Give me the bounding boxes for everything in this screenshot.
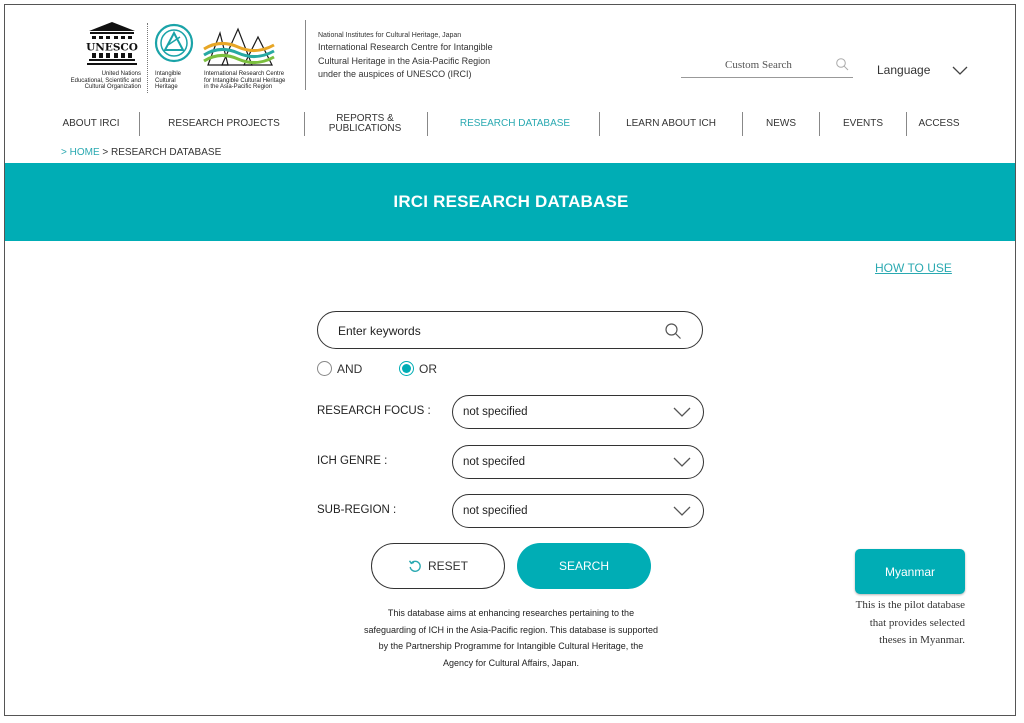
ich-logo-icon[interactable] xyxy=(154,23,194,63)
radio-circle-selected[interactable] xyxy=(399,361,414,376)
nav-research-database[interactable]: RESEARCH DATABASE xyxy=(459,118,571,129)
page-title: IRCI RESEARCH DATABASE xyxy=(393,192,629,211)
nav-separator xyxy=(906,112,907,136)
nav-separator xyxy=(819,112,820,136)
sub-region-value: not specified xyxy=(463,505,528,517)
nav-reports-publications[interactable]: REPORTS & PUBLICATIONS xyxy=(328,113,402,134)
nav-learn-about-ich[interactable]: LEARN ABOUT ICH xyxy=(626,118,716,129)
unesco-org-text: United Nations Educational, Scientific and Cultural Organization xyxy=(70,71,141,90)
sub-region-select[interactable] xyxy=(452,494,704,528)
nav-about-irci[interactable]: ABOUT IRCI xyxy=(62,118,120,129)
search-label: SEARCH xyxy=(558,559,609,573)
page-frame xyxy=(4,4,1016,716)
irci-logo-text: International Research Centre for Intangible Cultural Heritage in the Asia-Pacific Region xyxy=(204,71,286,90)
myanmar-label: Myanmar xyxy=(884,564,935,579)
ich-genre-value: not specifed xyxy=(463,456,526,468)
research-focus-label: RESEARCH FOCUS : xyxy=(317,405,431,417)
or-label: OR xyxy=(419,361,437,376)
nav-separator xyxy=(427,112,428,136)
nav-news[interactable]: NEWS xyxy=(766,118,796,129)
nav-separator xyxy=(139,112,140,136)
custom-search-input[interactable] xyxy=(681,55,853,78)
or-radio[interactable] xyxy=(399,361,437,376)
nav-separator xyxy=(304,112,305,136)
and-radio[interactable] xyxy=(317,361,362,376)
search-button[interactable] xyxy=(517,543,651,589)
breadcrumb-current: > RESEARCH DATABASE xyxy=(102,147,222,158)
breadcrumb-home[interactable]: > HOME xyxy=(61,147,100,158)
chevron-down-icon xyxy=(673,506,691,516)
nav-research-projects[interactable]: RESEARCH PROJECTS xyxy=(168,118,280,129)
research-focus-value: not specified xyxy=(463,406,528,418)
nav-events[interactable]: EVENTS xyxy=(842,118,883,129)
header-divider xyxy=(305,20,306,90)
keyword-search-input[interactable] xyxy=(317,311,703,349)
nav-separator xyxy=(742,112,743,136)
myanmar-button[interactable] xyxy=(855,549,965,594)
pilot-description: This is the pilot database that provides selected theses in Myanmar. xyxy=(855,599,965,646)
chevron-down-icon[interactable] xyxy=(952,66,968,76)
and-label: AND xyxy=(337,361,363,376)
radio-circle[interactable] xyxy=(317,361,332,376)
breadcrumb xyxy=(61,147,221,158)
reset-label: RESET xyxy=(427,559,468,573)
ich-genre-label: ICH GENRE : xyxy=(317,455,388,467)
chevron-down-icon xyxy=(673,407,691,417)
sub-region-label: SUB-REGION : xyxy=(317,504,397,516)
unesco-logo-icon[interactable] xyxy=(85,21,139,67)
database-description: This database aims at enhancing researches pertaining to the safeguarding of ICH in the Asia-Pacific region. This database is supported by the Partnership Programme for Intangible Cultural Heritage, the Agency for Cultural Affairs, Japan. xyxy=(363,608,658,668)
chevron-down-icon xyxy=(673,457,691,467)
unesco-word: UNESCO xyxy=(86,41,138,54)
search-icon[interactable] xyxy=(664,322,682,340)
nav-access[interactable]: ACCESS xyxy=(918,118,960,129)
reset-button[interactable] xyxy=(371,543,505,589)
language-selector[interactable]: Language xyxy=(877,63,931,77)
search-icon[interactable] xyxy=(835,57,849,71)
how-to-use-link[interactable]: HOW TO USE xyxy=(875,261,952,275)
keyword-placeholder: Enter keywords xyxy=(338,324,421,338)
research-focus-select[interactable] xyxy=(452,395,704,429)
logo-divider xyxy=(147,23,148,93)
nav-separator xyxy=(599,112,600,136)
reset-icon xyxy=(408,559,422,573)
main-nav xyxy=(51,109,981,143)
ich-genre-select[interactable] xyxy=(452,445,704,479)
institute-text: National Institutes for Cultural Heritage, Japan International Research Centre for Intangible Cultural Heritage in the Asia-Pacific Region under the auspices of UNESCO (IRCI) xyxy=(318,32,493,79)
page-banner xyxy=(5,163,1016,241)
custom-search-placeholder: Custom Search xyxy=(725,59,792,71)
irci-logo-icon[interactable] xyxy=(202,25,276,67)
ich-logo-text: Intangible Cultural Heritage xyxy=(155,71,182,90)
